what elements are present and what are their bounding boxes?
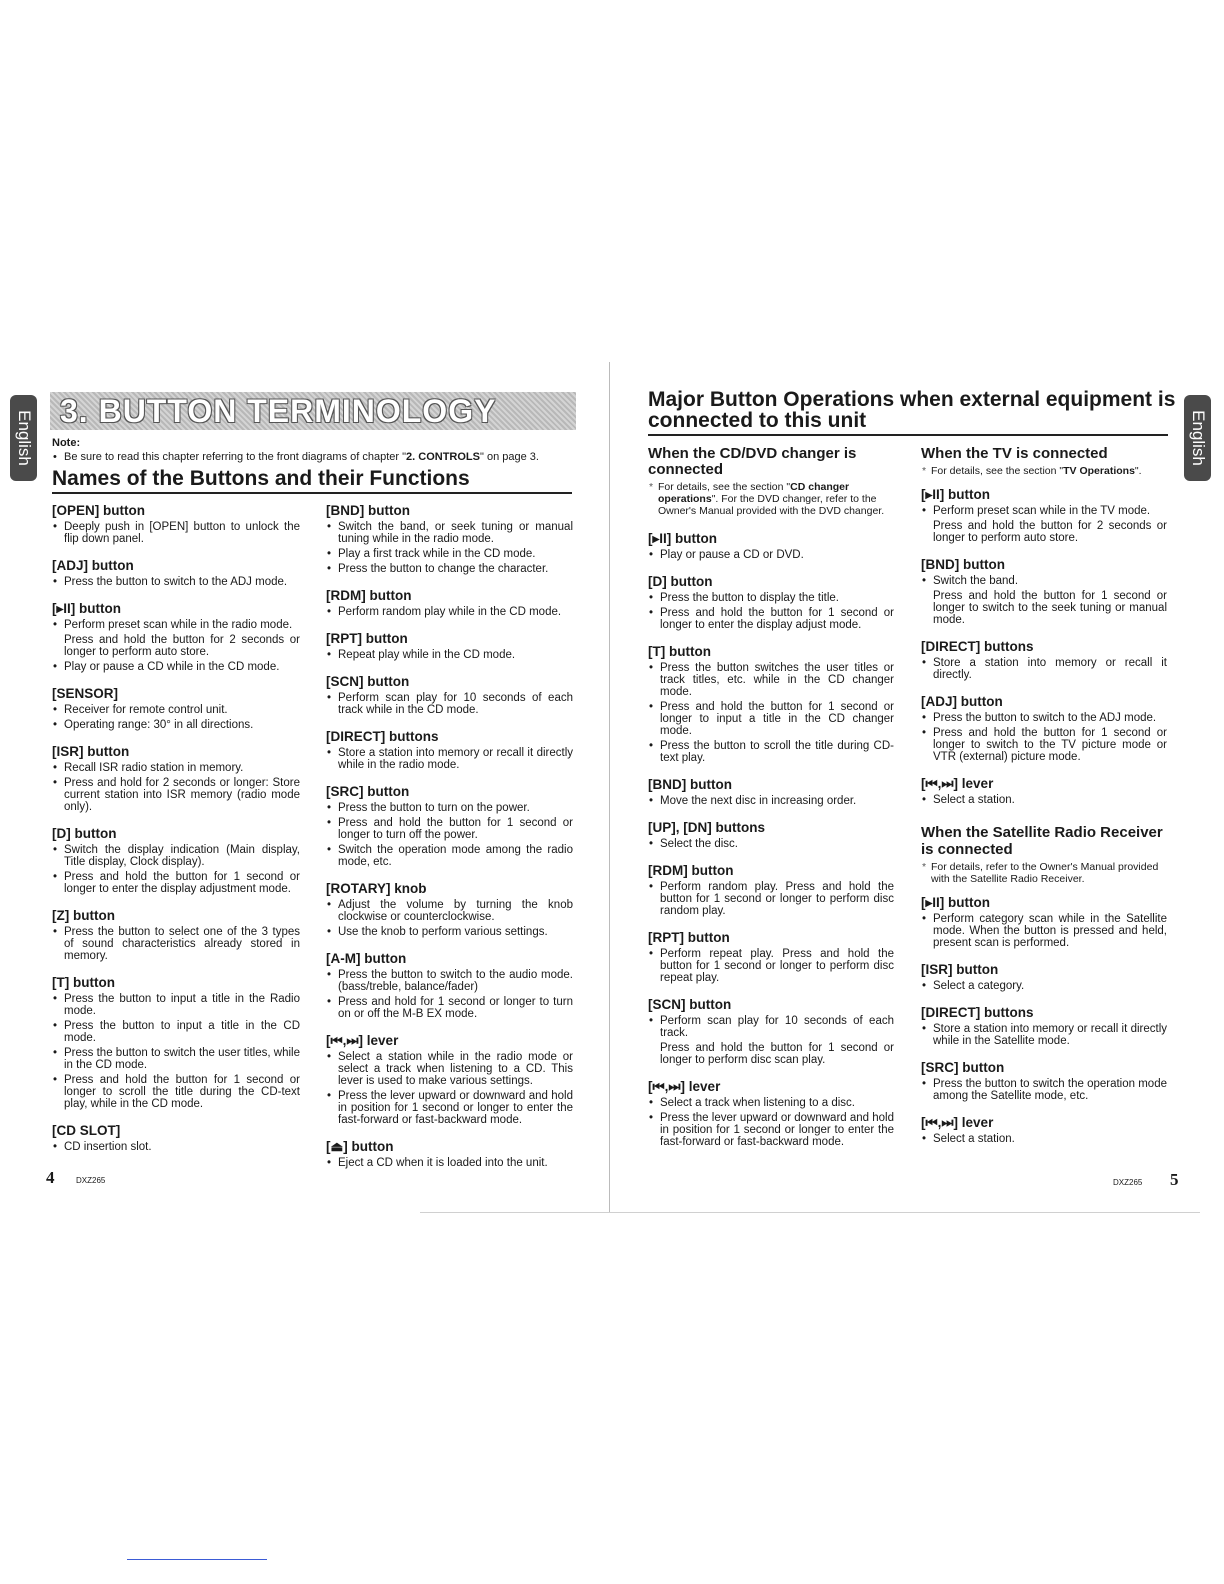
bullet-item: • Press the button to input a title in the Radio mode. — [52, 993, 300, 1017]
button-section-title: [RPT] button — [326, 631, 408, 646]
note-text: • Be sure to read this chapter referring to the front diagrams of chapter "2. CONTROLS" on page 3. — [52, 450, 582, 464]
bullet-item: • Use the knob to perform various settings. — [326, 926, 573, 938]
bullet-item: • Play a first track while in the CD mode. — [326, 548, 573, 560]
bullet-item: • Select the disc. — [648, 838, 894, 850]
bullet-item: • Select a category. — [921, 980, 1167, 992]
indented-text: Press and hold the button for 2 seconds or longer to perform auto store. — [64, 634, 300, 658]
button-section-title: [T] button — [52, 975, 115, 990]
bullet-item: • Press the lever upward or downward and hold in position for 1 second or longer to enter the fast-forward or fast-backward mode. — [648, 1112, 894, 1148]
bullet-item: • Press and hold the button for 1 second or longer to enter the display adjust mode. — [648, 607, 894, 631]
button-section-title: [D] button — [648, 574, 713, 589]
cd-dvd-heading-line1: When the CD/DVD changer is — [648, 445, 857, 462]
bullet-item: • Perform preset scan while in the radio mode. — [52, 619, 300, 631]
button-section — [326, 588, 573, 618]
bullet-item: • Press the button to turn on the power. — [326, 802, 573, 814]
bullet-item: • Perform scan play for 10 seconds of each track while in the CD mode. — [326, 692, 573, 716]
button-section — [921, 487, 1167, 544]
button-section-title: [ADJ] button — [52, 558, 134, 573]
button-section — [648, 777, 894, 807]
satellite-heading-line1: When the Satellite Radio Receiver — [921, 824, 1163, 841]
button-section-title: [T] button — [648, 644, 711, 659]
bullet-item: • Press the button switches the user titles or track titles, etc. while in the CD changer mode. — [648, 662, 894, 698]
right-column-1 — [648, 446, 894, 1161]
bullet-item: • Receiver for remote control unit. — [52, 704, 300, 716]
right-column-2 — [921, 446, 1167, 1158]
section-heading-major-line2: connected to this unit — [648, 409, 867, 432]
button-section-title: [▸II] button — [52, 601, 121, 616]
button-section — [326, 503, 573, 575]
bullet-item: • Press the button to scroll the title during CD-text play. — [648, 740, 894, 764]
button-section — [921, 776, 1167, 806]
button-section-title: [DIRECT] buttons — [921, 1005, 1034, 1020]
button-section — [648, 820, 894, 850]
button-section — [921, 1060, 1167, 1102]
button-section — [326, 729, 573, 771]
button-section — [648, 1079, 894, 1148]
page-number-left: 4 — [46, 1168, 55, 1187]
button-section-title: [RDM] button — [648, 863, 734, 878]
button-section-title: [DIRECT] buttons — [921, 639, 1034, 654]
bullet-item: • Perform scan play for 10 seconds of each track. — [648, 1015, 894, 1039]
button-section-title: [DIRECT] buttons — [326, 729, 439, 744]
bullet-item: • Press the button to switch the user titles, while in the CD mode. — [52, 1047, 300, 1071]
bullet-item: • Switch the band. — [921, 575, 1167, 587]
bullet-item: • Store a station into memory or recall it directly while in the radio mode. — [326, 747, 573, 771]
bullet-item: • Perform category scan while in the Satellite mode. When the button is pressed and held, present scan is performed. — [921, 913, 1167, 949]
indented-text: Press and hold the button for 2 seconds or longer to perform auto store. — [933, 520, 1167, 544]
button-section — [52, 826, 300, 895]
page-number-right: 5 — [1170, 1170, 1179, 1189]
button-section — [326, 951, 573, 1020]
bullet-item: • CD insertion slot. — [52, 1141, 300, 1153]
bullet-item: • Adjust the volume by turning the knob clockwise or counterclockwise. — [326, 899, 573, 923]
button-section-title: [BND] button — [326, 503, 410, 518]
bullet-item: • Press the button to switch the operation mode among the Satellite mode, etc. — [921, 1078, 1167, 1102]
bullet-item: • Select a station. — [921, 794, 1167, 806]
bullet-item: • Press the button to switch to the ADJ mode. — [921, 712, 1167, 724]
bullet-item: • Perform random play. Press and hold the button for 1 second or longer to perform disc random play. — [648, 881, 894, 917]
language-tab-right: English — [1184, 395, 1211, 481]
button-section-title: [▸II] button — [921, 895, 990, 910]
bullet-item: • Recall ISR radio station in memory. — [52, 762, 300, 774]
tv-reference: * For details, see the section "TV Operations". — [921, 465, 1167, 477]
chapter-banner — [50, 392, 576, 430]
bullet-item: • Press and hold for 2 seconds or longer: Store current station into ISR memory (radio mode only). — [52, 777, 300, 813]
button-section — [921, 557, 1167, 626]
bullet-item: • Press and hold the button for 1 second or longer to switch to the TV picture mode or VTR (external) picture mode. — [921, 727, 1167, 763]
chapter-title: 3. BUTTON TERMINOLOGY — [60, 393, 497, 429]
button-section — [921, 1005, 1167, 1047]
button-section — [52, 601, 300, 673]
button-section — [921, 1115, 1167, 1145]
button-section-title: [▸II] button — [648, 531, 717, 546]
heading-rule-left — [52, 492, 572, 494]
blue-underline — [127, 1559, 267, 1560]
note-block — [52, 436, 582, 467]
model-right: DXZ265 — [1113, 1178, 1143, 1187]
button-section — [52, 686, 300, 731]
bullet-item: • Store a station into memory or recall it directly while in the Satellite mode. — [921, 1023, 1167, 1047]
bullet-item: • Press and hold for 1 second or longer to turn on or off the M-B EX mode. — [326, 996, 573, 1020]
button-section — [52, 558, 300, 588]
bullet-item: • Switch the display indication (Main display, Title display, Clock display). — [52, 844, 300, 868]
button-section-title: [SCN] button — [648, 997, 732, 1012]
button-section-title: [UP], [DN] buttons — [648, 820, 765, 835]
bullet-item: • Switch the operation mode among the radio mode, etc. — [326, 844, 573, 868]
button-section — [921, 962, 1167, 992]
button-section-title: [⏮,⏭] lever — [921, 1115, 994, 1130]
satellite-heading-line2: is connected — [921, 841, 1013, 858]
bullet-item: • Move the next disc in increasing order. — [648, 795, 894, 807]
indented-text: Press and hold the button for 1 second or longer to perform disc scan play. — [660, 1042, 894, 1066]
button-section — [52, 503, 300, 545]
page-divider — [609, 362, 610, 1212]
button-section — [52, 908, 300, 962]
button-section — [326, 881, 573, 938]
button-section-title: [Z] button — [52, 908, 115, 923]
button-section-title: [ISR] button — [921, 962, 999, 977]
button-section-title: [SCN] button — [326, 674, 410, 689]
button-section — [921, 694, 1167, 763]
section-heading-names: Names of the Buttons and their Functions — [52, 467, 470, 490]
button-section-title: [ISR] button — [52, 744, 130, 759]
button-section-title: [ADJ] button — [921, 694, 1003, 709]
bullet-item: • Press the lever upward or downward and hold in position for 1 second or longer to enter the fast-forward or fast-backward mode. — [326, 1090, 573, 1126]
tv-heading: When the TV is connected — [921, 445, 1108, 462]
bullet-item: • Press and hold the button for 1 second or longer to enter the display adjustment mode. — [52, 871, 300, 895]
bullet-item: • Deeply push in [OPEN] button to unlock the flip down panel. — [52, 521, 300, 545]
button-section — [648, 997, 894, 1066]
bullet-item: • Perform random play while in the CD mode. — [326, 606, 573, 618]
bullet-item: • Press and hold the button for 1 second or longer to turn off the power. — [326, 817, 573, 841]
bullet-item: • Select a station. — [921, 1133, 1167, 1145]
note-label: Note: — [52, 437, 81, 449]
bullet-item: • Eject a CD when it is loaded into the unit. — [326, 1157, 573, 1169]
button-section — [326, 674, 573, 716]
button-section — [326, 784, 573, 868]
button-section-title: [⏮,⏭] lever — [648, 1079, 721, 1094]
bullet-item: • Select a track when listening to a disc. — [648, 1097, 894, 1109]
button-section-title: [RDM] button — [326, 588, 412, 603]
bottom-rule — [420, 1212, 1200, 1213]
bullet-item: • Press the button to input a title in the CD mode. — [52, 1020, 300, 1044]
bullet-item: • Press the button to select one of the 3 types of sound characteristics already stored in memory. — [52, 926, 300, 962]
button-section — [52, 1123, 300, 1153]
button-section-title: [A-M] button — [326, 951, 407, 966]
bullet-item: • Operating range: 30° in all directions. — [52, 719, 300, 731]
button-section — [648, 531, 894, 561]
button-section-title: [SRC] button — [326, 784, 410, 799]
button-section — [52, 975, 300, 1110]
button-section — [648, 574, 894, 631]
bullet-item: • Press the button to display the title. — [648, 592, 894, 604]
button-section-title: [RPT] button — [648, 930, 730, 945]
bullet-item: • Switch the band, or seek tuning or manual tuning while in the radio mode. — [326, 521, 573, 545]
bullet-item: • Press the button to change the character. — [326, 563, 573, 575]
model-left: DXZ265 — [76, 1176, 106, 1185]
language-tab-left: English — [10, 395, 37, 481]
bullet-item: • Perform repeat play. Press and hold the button for 1 second or longer to perform disc repeat play. — [648, 948, 894, 984]
button-section — [921, 895, 1167, 949]
button-section-title: [ROTARY] knob — [326, 881, 427, 896]
bullet-item: • Store a station into memory or recall it directly. — [921, 657, 1167, 681]
button-section — [648, 644, 894, 764]
button-section-title: [⏮,⏭] lever — [326, 1033, 399, 1048]
button-section — [326, 1033, 573, 1126]
bullet-item: • Repeat play while in the CD mode. — [326, 649, 573, 661]
button-section-title: [▸II] button — [921, 487, 990, 502]
satellite-reference: * For details, refer to the Owner's Manual provided with the Satellite Radio Receiver. — [921, 861, 1167, 885]
button-section-title: [OPEN] button — [52, 503, 145, 518]
indented-text: Press and hold the button for 1 second or longer to switch to the seek tuning or manual mode. — [933, 590, 1167, 626]
heading-rule-right — [648, 434, 1168, 436]
bullet-item: • Play or pause a CD while in the CD mode. — [52, 661, 300, 673]
button-section — [648, 930, 894, 984]
cd-dvd-reference: * For details, see the section "CD changer operations". For the DVD changer, refer to the Owner's Manual provided with the DVD changer. — [648, 481, 894, 517]
button-section — [52, 744, 300, 813]
button-section-title: [CD SLOT] — [52, 1123, 121, 1138]
button-section-title: [SENSOR] — [52, 686, 119, 701]
button-section-title: [⏮,⏭] lever — [921, 776, 994, 791]
button-section-title: [BND] button — [648, 777, 732, 792]
button-section-title: [D] button — [52, 826, 117, 841]
cd-dvd-heading-line2: connected — [648, 461, 724, 478]
left-column-2 — [326, 503, 573, 1182]
button-section — [326, 1139, 573, 1169]
button-section-title: [SRC] button — [921, 1060, 1005, 1075]
button-section — [921, 639, 1167, 681]
bullet-item: • Press and hold the button for 1 second or longer to scroll the title during the CD-text play, while in the CD mode. — [52, 1074, 300, 1110]
section-heading-major-line1: Major Button Operations when external equipment is — [648, 388, 1176, 411]
button-section-title: [BND] button — [921, 557, 1005, 572]
button-section — [648, 863, 894, 917]
bullet-item: • Press the button to switch to the audio mode. (bass/treble, balance/fader) — [326, 969, 573, 993]
button-section — [326, 631, 573, 661]
bullet-item: • Play or pause a CD or DVD. — [648, 549, 894, 561]
bullet-item: • Select a station while in the radio mode or select a track when listening to a CD. This lever is used to make various settings. — [326, 1051, 573, 1087]
bullet-item: • Perform preset scan while in the TV mode. — [921, 505, 1167, 517]
button-section-title: [⏏] button — [326, 1139, 394, 1154]
bullet-item: • Press the button to switch to the ADJ mode. — [52, 576, 300, 588]
bullet-item: • Press and hold the button for 1 second or longer to input a title in the CD changer mode. — [648, 701, 894, 737]
left-column-1 — [52, 503, 300, 1166]
